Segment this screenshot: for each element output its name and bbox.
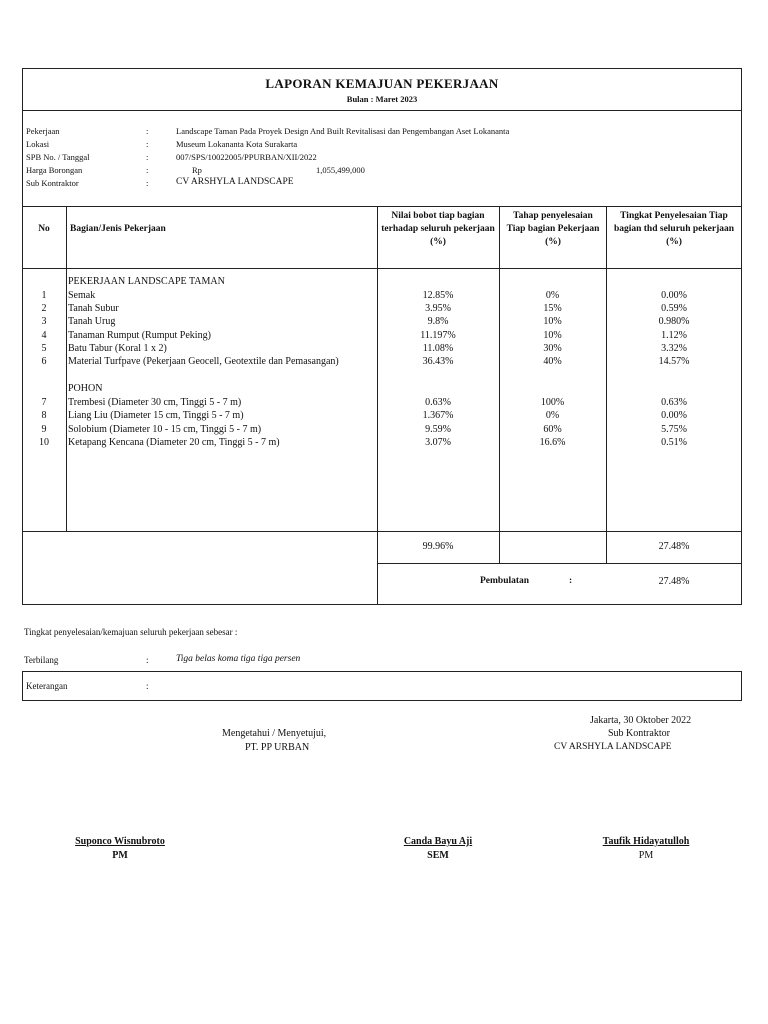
row-item: Trembesi (Diameter 30 cm, Tinggi 5 - 7 m) xyxy=(68,397,242,408)
note-label: Keterangan xyxy=(26,681,68,691)
info-value: Landscape Taman Pada Proyek Design And Built Revitalisasi dan Pengembangan Aset Lokananta xyxy=(176,126,510,136)
total-level: 27.48% xyxy=(658,541,690,552)
row-level: 0.51% xyxy=(661,437,687,448)
row-weight: 3.95% xyxy=(425,303,451,314)
sub-contractor-label: Sub Kontraktor xyxy=(608,728,670,739)
signature-date: Jakarta, 30 Oktober 2022 xyxy=(590,715,692,726)
row-weight: 1.367% xyxy=(422,410,454,421)
header-level: Tingkat Penyelesaian Tiap bagian thd seluruh pekerjaan (%) xyxy=(613,211,735,247)
row-level: 14.57% xyxy=(658,356,690,367)
row-level: 0.63% xyxy=(661,397,687,408)
info-label: SPB No. / Tanggal xyxy=(26,152,90,162)
row-weight: 3.07% xyxy=(425,437,451,448)
row-level: 0.59% xyxy=(661,303,687,314)
row-weight: 9.59% xyxy=(425,424,451,435)
rounding-colon: : xyxy=(569,576,573,586)
row-no: 5 xyxy=(41,343,47,354)
row-no: 2 xyxy=(41,303,47,314)
header-no: No xyxy=(38,224,50,234)
row-item: Liang Liu (Diameter 15 cm, Tinggi 5 - 7 m) xyxy=(68,410,244,421)
row-weight: 11.197% xyxy=(420,330,456,341)
progress-label: Tingkat penyelesaian/kemajuan seluruh pekerjaan sebesar : xyxy=(24,627,238,637)
note-box xyxy=(22,671,742,701)
spelled-label: Terbilang xyxy=(24,655,59,665)
spelled-value: Tiga belas koma tiga tiga persen xyxy=(176,654,301,664)
table-total-line xyxy=(377,563,742,564)
info-colon: : xyxy=(146,152,149,162)
row-item: Tanah Urug xyxy=(68,316,116,327)
signer-name: Taufik Hidayatulloh xyxy=(602,836,690,847)
row-no: 9 xyxy=(41,424,47,435)
info-label: Harga Borongan xyxy=(26,165,83,175)
signer-role: SEM xyxy=(427,850,449,861)
note-colon: : xyxy=(146,681,149,691)
info-value: CV ARSHYLA LANDSCAPE xyxy=(176,177,294,187)
info-value: 007/SPS/10022005/PPURBAN/XII/2022 xyxy=(176,152,317,162)
row-no: 6 xyxy=(41,356,47,367)
row-level: 0.00% xyxy=(661,290,687,301)
row-stage: 15% xyxy=(543,303,562,314)
row-item: Tanah Subur xyxy=(68,303,119,314)
title-divider xyxy=(22,110,742,111)
info-value: Museum Lokananta Kota Surakarta xyxy=(176,139,298,149)
company-left: PT. PP URBAN xyxy=(245,742,310,753)
group-heading: POHON xyxy=(68,383,103,394)
header-item: Bagian/Jenis Pekerjaan xyxy=(70,224,166,234)
row-weight: 9.8% xyxy=(427,316,449,327)
table-header-line xyxy=(22,268,742,269)
signer-role: PM xyxy=(638,850,654,861)
spelled-colon: : xyxy=(146,655,149,665)
info-label: Pekerjaan xyxy=(26,126,60,136)
info-colon: : xyxy=(146,165,149,175)
info-colon: : xyxy=(146,126,149,136)
row-item: Ketapang Kencana (Diameter 20 cm, Tinggi 5 - 7 m) xyxy=(68,437,280,448)
info-value: Rp xyxy=(192,165,202,175)
info-colon: : xyxy=(146,178,149,188)
row-no: 3 xyxy=(41,316,47,327)
total-weight: 99.96% xyxy=(422,541,454,552)
row-stage: 60% xyxy=(543,424,562,435)
company-right: CV ARSHYLA LANDSCAPE xyxy=(554,742,672,752)
row-level: 0.00% xyxy=(661,410,687,421)
row-weight: 12.85% xyxy=(422,290,454,301)
row-stage: 0% xyxy=(545,410,560,421)
header-stage: Tahap penyelesaian Tiap bagian Pekerjaan (%) xyxy=(506,211,600,247)
row-stage: 100% xyxy=(540,397,565,408)
row-no: 7 xyxy=(41,397,47,408)
row-stage: 10% xyxy=(543,316,562,327)
table-body-end-line xyxy=(22,531,742,532)
rounding-value: 27.48% xyxy=(658,576,690,587)
info-label: Lokasi xyxy=(26,139,50,149)
info-amount: 1,055,499,000 xyxy=(316,165,365,175)
group-heading: PEKERJAAN LANDSCAPE TAMAN xyxy=(68,276,225,287)
row-item: Semak xyxy=(68,290,96,301)
report-month: Bulan : Maret 2023 xyxy=(346,94,418,104)
row-item: Solobium (Diameter 10 - 15 cm, Tinggi 5 - 7 m) xyxy=(68,424,262,435)
row-no: 1 xyxy=(41,290,47,301)
row-level: 5.75% xyxy=(661,424,687,435)
row-item: Batu Tabur (Koral 1 x 2) xyxy=(68,343,167,354)
row-weight: 11.08% xyxy=(422,343,454,354)
signer-role: PM xyxy=(112,850,128,861)
row-weight: 0.63% xyxy=(425,397,451,408)
row-level: 1.12% xyxy=(661,330,687,341)
row-stage: 0% xyxy=(545,290,560,301)
col-divider-weight xyxy=(499,206,500,563)
row-stage: 40% xyxy=(543,356,562,367)
row-item: Tanaman Rumput (Rumput Peking) xyxy=(68,330,211,341)
row-no: 8 xyxy=(41,410,47,421)
rounding-label: Pembulatan xyxy=(480,576,530,586)
row-no: 10 xyxy=(39,437,49,448)
info-colon: : xyxy=(146,139,149,149)
report-title: LAPORAN KEMAJUAN PEKERJAAN xyxy=(265,76,499,91)
row-stage: 10% xyxy=(543,330,562,341)
row-stage: 30% xyxy=(543,343,562,354)
row-stage: 16.6% xyxy=(539,437,566,448)
approve-label: Mengetahui / Menyetujui, xyxy=(222,728,327,739)
signer-name: Canda Bayu Aji xyxy=(403,836,473,847)
row-level: 3.32% xyxy=(661,343,687,354)
row-item: Material Turfpave (Pekerjaan Geocell, Geotextile dan Pemasangan) xyxy=(68,356,339,367)
signer-name: Suponco Wisnubroto xyxy=(75,836,165,847)
header-weight: Nilai bobot tiap bagian terhadap seluruh pekerjaan (%) xyxy=(381,211,495,247)
row-level: 0.980% xyxy=(658,316,690,327)
row-weight: 36.43% xyxy=(422,356,454,367)
table-top-line xyxy=(22,206,742,207)
row-no: 4 xyxy=(41,330,47,341)
info-label: Sub Kontraktor xyxy=(26,178,79,188)
col-divider-stage xyxy=(606,206,607,563)
col-divider-no xyxy=(66,206,67,531)
